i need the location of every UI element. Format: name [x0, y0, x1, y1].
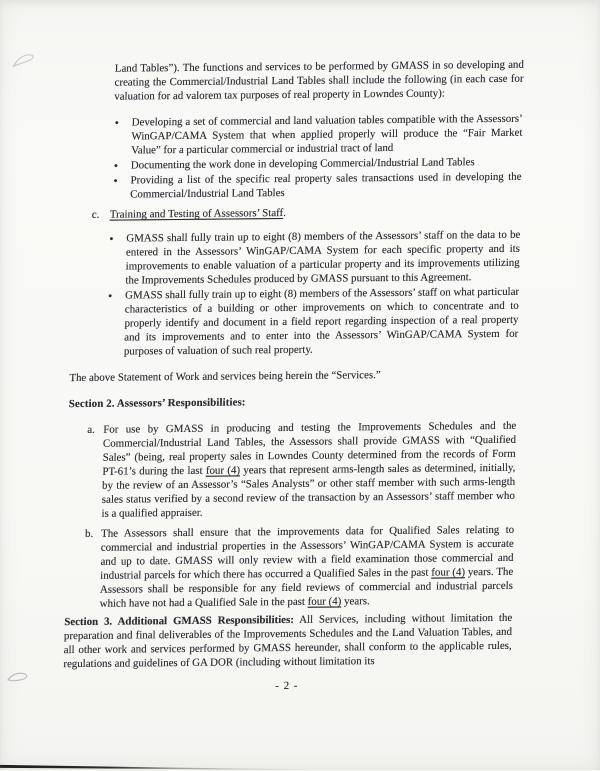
land-tables-bullet-3: • Providing a list of the specific real property sales transactions used in developing the Commercial/Industrial Land Tables	[130, 170, 522, 202]
land-tables-bullet-1: • Developing a set of commercial and land valuation tables compatible with the Assessors’ WinGAP/CAMA System that when applied properly will produce the “Fair Market Value” for a particular commercial or industrial tract of land	[131, 112, 523, 158]
page-number: - 2 -	[275, 679, 299, 693]
clause-c	[73, 204, 521, 222]
intro-paragraph: Land Tables”). The functions and services to be performed by GMASS in so developing and creating the Commercial/Industrial Land Tables shall include the following (in each case for valuation for ad valorem tax purposes of real property in Lowndes County):	[114, 58, 524, 103]
section-3-paragraph: Section 3. Additional GMASS Responsibilities: All Services, including without limitation the preparation and final deliverables of the Improvements Schedules and the Land Valuation Tables, and all other work and services performed by GMASS hereunder, shall conform to the applicable rules, regulations and guidelines of GA DOR (including without limitation its	[63, 611, 513, 671]
clause-a-text: For use by GMASS in producing and testing the Improvements Schedules and the Commercial/Industrial Land Tables, the Assessors shall provide GMASS with “Qualified Sales” (being, real property sales in Lowndes County determined from the records of Form PT-61’s during the last four (4) years that represent arms-length sales as determined, initially, by the review of an Assessor’s “Sales Analysts” or other staff member with such arms-length sales status verified by a second review of the transaction by an Assessors’ staff member who is a qualified appraiser.	[101, 419, 517, 520]
clause-b-text: The Assessors shall ensure that the improvements data for Qualified Sales relating to commercial and industrial properties in the Assessors’ WinGAP/CAMA System is accurate and up to date. GMASS will only review with a field examination those commercial and industrial parcels for which there has occurred a Qualified Sales in the past four (4) years. The Assessors shall be responsible for any field reviews of commercial and industrial parcels which have not had a Qualified Sale in the past four (4) years.	[99, 523, 515, 610]
land-tables-bullet-2: • Documenting the work done in developing Commercial/Industrial Land Tables	[131, 155, 522, 173]
section-2-heading: Section 2. Assessors’ Responsibilities:	[68, 396, 246, 411]
training-bullet-2: • GMASS shall fully train up to eight (8) members of the Assessors’ staff on what particular characteristics of a building or other improvements on which to concentrate and to properly identify and document in a field report regarding inspection of a real property and its improvements and to enter into the Assessors’ WinGAP/CAMA System for purposes of valuation of such real property.	[124, 285, 519, 359]
clause-a	[66, 419, 516, 521]
services-statement: The above Statement of Work and services being herein the “Services.”	[69, 369, 381, 385]
land-tables-bullet-list	[73, 112, 523, 202]
training-bullet-1: • GMASS shall fully train up to eight (8) members of the Assessors’ staff on the data to be entered in the Assessors’ WinGAP/CAMA System for each specific property and its improvements to enable valuation of a particular property and its improvements utilizing the Improvements Schedules produced by GMASS pursuant to this Agreement.	[125, 228, 520, 288]
clause-c-label: c.	[91, 208, 100, 221]
training-bullet-list	[70, 228, 521, 359]
clause-a-label: a.	[87, 423, 95, 436]
page-content	[63, 58, 524, 695]
clause-b	[65, 523, 515, 611]
pen-scribble-top-left-icon	[10, 50, 44, 74]
clause-b-label: b.	[84, 527, 94, 540]
pen-scribble-mid-left-icon	[6, 668, 36, 690]
clause-c-heading: Training and Testing of Assessors’ Staff.	[109, 206, 287, 221]
